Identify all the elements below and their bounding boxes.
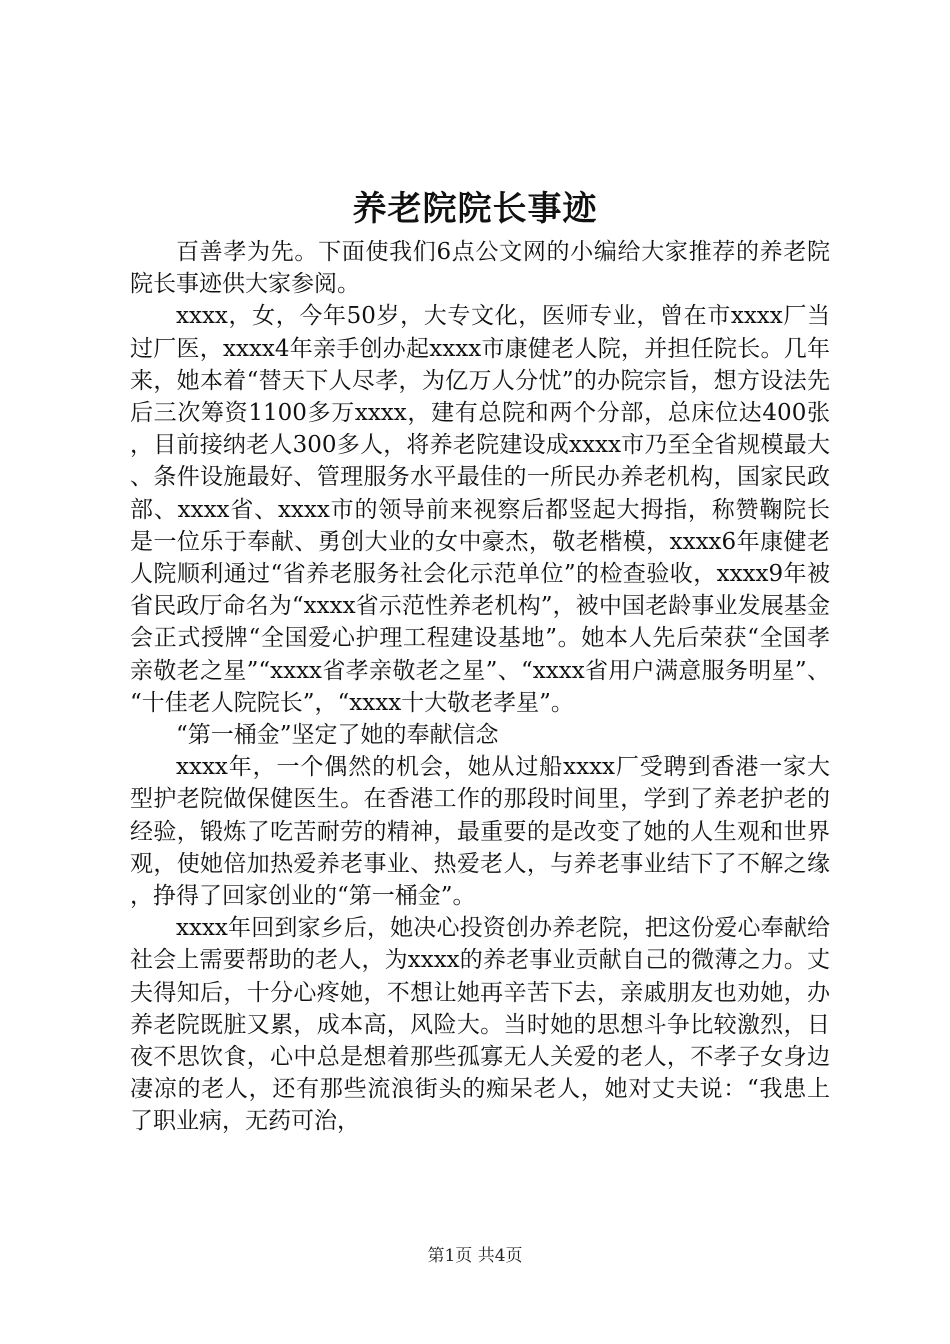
hong-kong-paragraph: xxxx年，一个偶然的机会，她从过船xxxx厂受聘到香港一家大型护老院做保健医生。在香港工作的那段时间里，学到了养老护老的经验，锻炼了吃苦耐劳的精神，最重要的是改变了她的人生观和世界观，使她倍加热爱养老事业、热爱老人，与养老事业结下了不解之缘，挣得了回家创业的“第一桶金”。 bbox=[130, 754, 830, 910]
page-footer: 第1页 共4页 bbox=[427, 1246, 523, 1266]
document-body bbox=[130, 236, 830, 1138]
section-heading: “第一桶金”坚定了她的奉献信念 bbox=[176, 722, 499, 749]
intro-paragraph: 百善孝为先。下面使我们6点公文网的小编给大家推荐的养老院院长事迹供大家参阅。 bbox=[130, 239, 830, 298]
biography-paragraph: xxxx，女，今年50岁，大专文化，医师专业，曾在市xxxx厂当过厂医，xxxx4年亲手创办起xxxx市康健老人院，并担任院长。几年来，她本着“替天下人尽孝，为亿万人分忧”的办院宗旨，想方设法先后三次筹资1100多万xxxx，建有总院和两个分部，总床位达400张，目前接纳老人300多人，将养老院建设成xxxx市乃至全省规模最大、条件设施最好、管理服务水平最佳的一所民办养老机构，国家民政部、xxxx省、xxxx市的领导前来视察后都竖起大拇指，称赞鞠院长是一位乐于奉献、勇创大业的女中豪杰，敬老楷模，xxxx6年康健老人院顺利通过“省养老服务社会化示范单位”的检查验收，xxxx9年被省民政厅命名为“xxxx省示范性养老机构”，被中国老龄事业发展基金会正式授牌“全国爱心护理工程建设基地”。她本人先后荣获“全国孝亲敬老之星”“xxxx省孝亲敬老之星”、“xxxx省用户满意服务明星”、“十佳老人院院长”，“xxxx十大敬老孝星”。 bbox=[130, 303, 830, 716]
document-title: 养老院院长事迹 bbox=[352, 189, 598, 229]
return-home-paragraph: xxxx年回到家乡后，她决心投资创办养老院，把这份爱心奉献给社会上需要帮助的老人，为xxxx的养老事业贡献自己的微薄之力。丈夫得知后，十分心疼她，不想让她再辛苦下去，亲戚朋友也劝她，办养老院既脏又累，成本高，风险大。当时她的思想斗争比较激烈，日夜不思饮食，心中总是想着那些孤寡无人关爱的老人，不孝子女身边凄凉的老人，还有那些流浪街头的痴呆老人，她对丈夫说：“我患上了职业病，无药可治， bbox=[130, 915, 830, 1135]
